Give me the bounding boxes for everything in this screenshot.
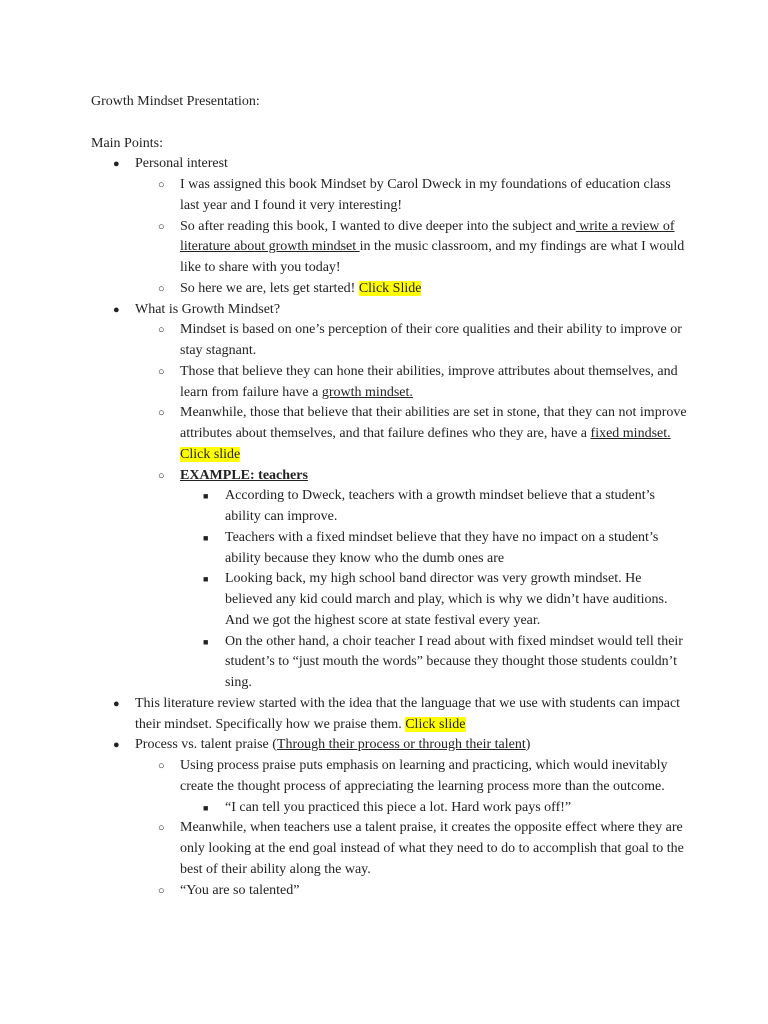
sub-point <box>91 756 691 798</box>
section-heading: Main Points: <box>91 135 163 151</box>
click-slide-cue: Click Slide <box>358 280 422 296</box>
square-bullet-icon: ■ <box>203 802 209 813</box>
circle-bullet-icon: ○ <box>158 884 165 897</box>
sub-point-text: Mindset is based on one’s perception of their core qualities and their ability to improve or stay stagnant. <box>180 322 682 358</box>
sub-point <box>91 175 691 217</box>
sub-point-example <box>91 466 691 487</box>
disc-bullet-icon: ● <box>113 158 120 171</box>
example-item <box>91 528 691 570</box>
example-item-text: According to Dweck, teachers with a growth mindset believe that a student’s ability can improve. <box>225 488 655 524</box>
main-point-label: What is Growth Mindset? <box>135 301 281 317</box>
click-slide-cue: Click slide <box>180 446 241 462</box>
main-point-text: This literature review started with the idea that the language that we use with students can impact their mindset. Specifically how we praise them. <box>135 695 681 732</box>
sub-point <box>91 279 691 300</box>
quote-item <box>91 798 691 819</box>
sub-point-text: So after reading this book, I wanted to dive deeper into the subject and <box>180 218 576 234</box>
main-point-personal-interest <box>91 154 691 175</box>
document-page <box>91 92 691 901</box>
disc-bullet-icon: ● <box>113 303 120 316</box>
sub-point-text: Meanwhile, those that believe that their abilities are set in stone, that they can not improve attributes about themselves, and that failure defines who they are, have a <box>180 405 687 441</box>
sub-point <box>91 362 691 404</box>
underlined-phrase: Through their process or through their talent <box>276 737 526 753</box>
disc-bullet-icon: ● <box>113 739 120 752</box>
document-title: Growth Mindset Presentation: <box>91 94 260 109</box>
sub-point-text: “You are so talented” <box>180 882 300 898</box>
circle-bullet-icon: ○ <box>158 179 165 191</box>
main-point-label: Personal interest <box>135 156 228 172</box>
example-item-text: Teachers with a fixed mindset believe that they have no impact on a student’s ability because they know who the dumb ones are <box>225 529 659 566</box>
sub-point <box>91 881 691 902</box>
disc-bullet-icon: ● <box>113 697 120 710</box>
circle-bullet-icon: ○ <box>158 822 165 835</box>
square-bullet-icon: ■ <box>203 574 209 585</box>
sub-point-text: So here we are, lets get started! <box>180 280 359 296</box>
sub-point <box>91 818 691 880</box>
sub-point-text: I was assigned this book Mindset by Carol Dweck in my foundations of education class last year and I found it very interesting! <box>180 177 671 213</box>
underlined-phrase: fixed mindset. <box>590 426 671 441</box>
main-point-process-vs-talent <box>91 735 691 756</box>
square-bullet-icon: ■ <box>203 636 209 647</box>
quote-text: “I can tell you practiced this piece a lot. Hard work pays off!” <box>225 799 572 815</box>
circle-bullet-icon: ○ <box>158 365 165 378</box>
circle-bullet-icon: ○ <box>158 760 165 772</box>
click-slide-cue: Click slide <box>405 716 466 732</box>
sub-point <box>91 217 691 279</box>
example-item-text: Looking back, my high school band director was very growth mindset. He believed any kid could march and play, which is why we didn’t have auditions. And we got the highest score at state festival every year. <box>225 571 668 628</box>
main-point-what-is-growth-mindset <box>91 300 691 321</box>
main-point-text: Process vs. talent praise ( <box>135 737 277 753</box>
blank-line <box>91 113 691 134</box>
example-item <box>91 569 691 631</box>
circle-bullet-icon: ○ <box>158 282 165 295</box>
example-item <box>91 632 691 694</box>
circle-bullet-icon: ○ <box>158 220 165 233</box>
square-bullet-icon: ■ <box>203 491 209 502</box>
sub-point-text: Using process praise puts emphasis on learning and practicing, which would inevitably create the thought process of appreciating the learning process more than the outcome. <box>180 758 668 794</box>
main-point-text: ) <box>525 737 531 753</box>
circle-bullet-icon: ○ <box>158 407 165 420</box>
circle-bullet-icon: ○ <box>158 324 165 337</box>
sub-point-text: Meanwhile, when teachers use a talent praise, it creates the opposite effect where they are only looking at the end goal instead of what they need to do to accomplish that goal to the best of their ability along the way. <box>180 820 684 877</box>
example-item <box>91 486 691 528</box>
example-heading: EXAMPLE: teachers <box>180 467 308 483</box>
underlined-phrase: write a review of literature about growth mindset <box>180 218 675 255</box>
square-bullet-icon: ■ <box>203 532 209 543</box>
example-item-text: On the other hand, a choir teacher I read about with fixed mindset would tell their student’s to “just mouth the words” because they thought those students couldn’t sing. <box>225 633 683 690</box>
sub-point-text: in the music classroom, and my findings are what I would like to share with you today! <box>180 239 685 275</box>
circle-bullet-icon: ○ <box>158 469 165 482</box>
sub-point-text: Those that believe they can hone their abilities, improve attributes about themselves, and learn from failure have a <box>180 363 678 400</box>
underlined-phrase: growth mindset. <box>321 384 413 400</box>
sub-point <box>91 320 691 362</box>
main-point-literature-review <box>91 694 691 736</box>
main-points-list <box>91 154 691 901</box>
sub-point <box>91 403 691 465</box>
